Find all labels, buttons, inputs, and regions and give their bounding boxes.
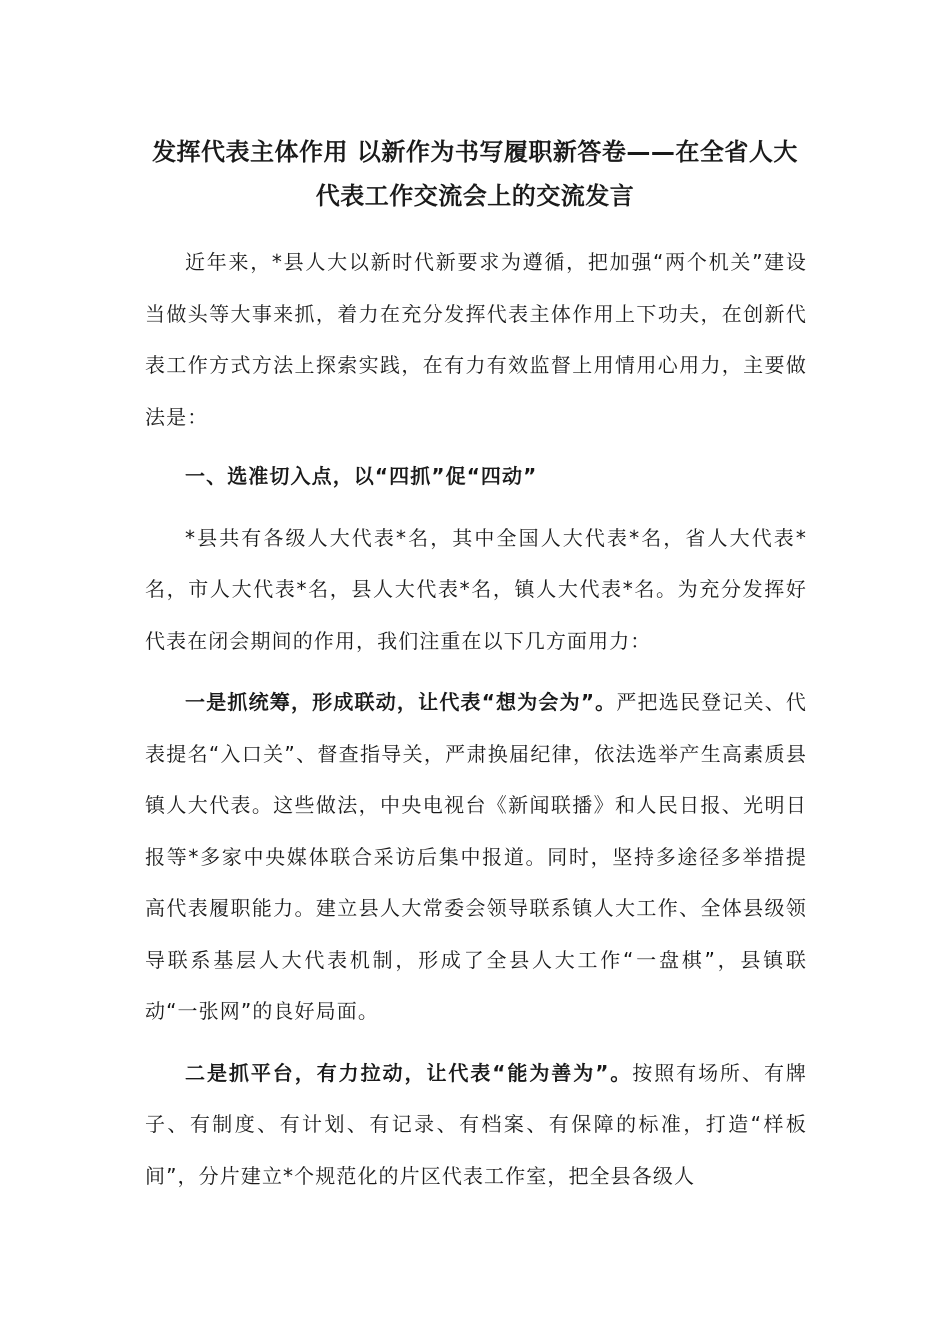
point2-paragraph — [145, 1048, 807, 1203]
section-heading-1: 一、选准切入点，以“四抓”促“四动” — [185, 464, 538, 488]
point2-lead: 二是抓平台，有力拉动，让代表“能为善为”。 — [185, 1060, 633, 1085]
document-body — [145, 237, 807, 1202]
point2-text: 按照有场所、有牌子、有制度、有计划、有记录、有档案、有保障的标准，打造“样板间”，分片建立*个规范化的片区代表工作室，把全县各级人 — [145, 1060, 807, 1188]
point1-lead: 一是抓统筹，形成联动，让代表“想为会为”。 — [185, 690, 617, 714]
intro-paragraph: 近年来，*县人大以新时代新要求为遵循，把加强“两个机关”建设当做头等大事来抓，着力在充分发挥代表主体作用上下功夫，在创新代表工作方式方法上探索实践，在有力有效监督上用情用心用力，主要做法是： — [145, 250, 807, 429]
point1-paragraph — [145, 677, 807, 1038]
point1-text: 严把选民登记关、代表提名“入口关”、督查指导关，严肃换届纪律，依法选举产生高素质县镇人大代表。这些做法，中央电视台《新闻联播》和人民日报、光明日报等*多家中央媒体联合采访后集中报道。同时，坚持多途径多举措提高代表履职能力。建立县人大常委会领导联系镇人大工作、全体县级领导联系基层人大代表机制，形成了全县人大工作“一盘棋”，县镇联动“一张网”的良好局面。 — [145, 690, 808, 1023]
document-title: 发挥代表主体作用 以新作为书写履职新答卷——在全省人大代表工作交流会上的交流发言 — [152, 138, 798, 210]
section1-intro-paragraph: *县共有各级人大代表*名，其中全国人大代表*名，省人大代表*名，市人大代表*名，县人大代表*名，镇人大代表*名。为充分发挥好代表在闭会期间的作用，我们注重在以下几方面用力： — [145, 525, 807, 653]
